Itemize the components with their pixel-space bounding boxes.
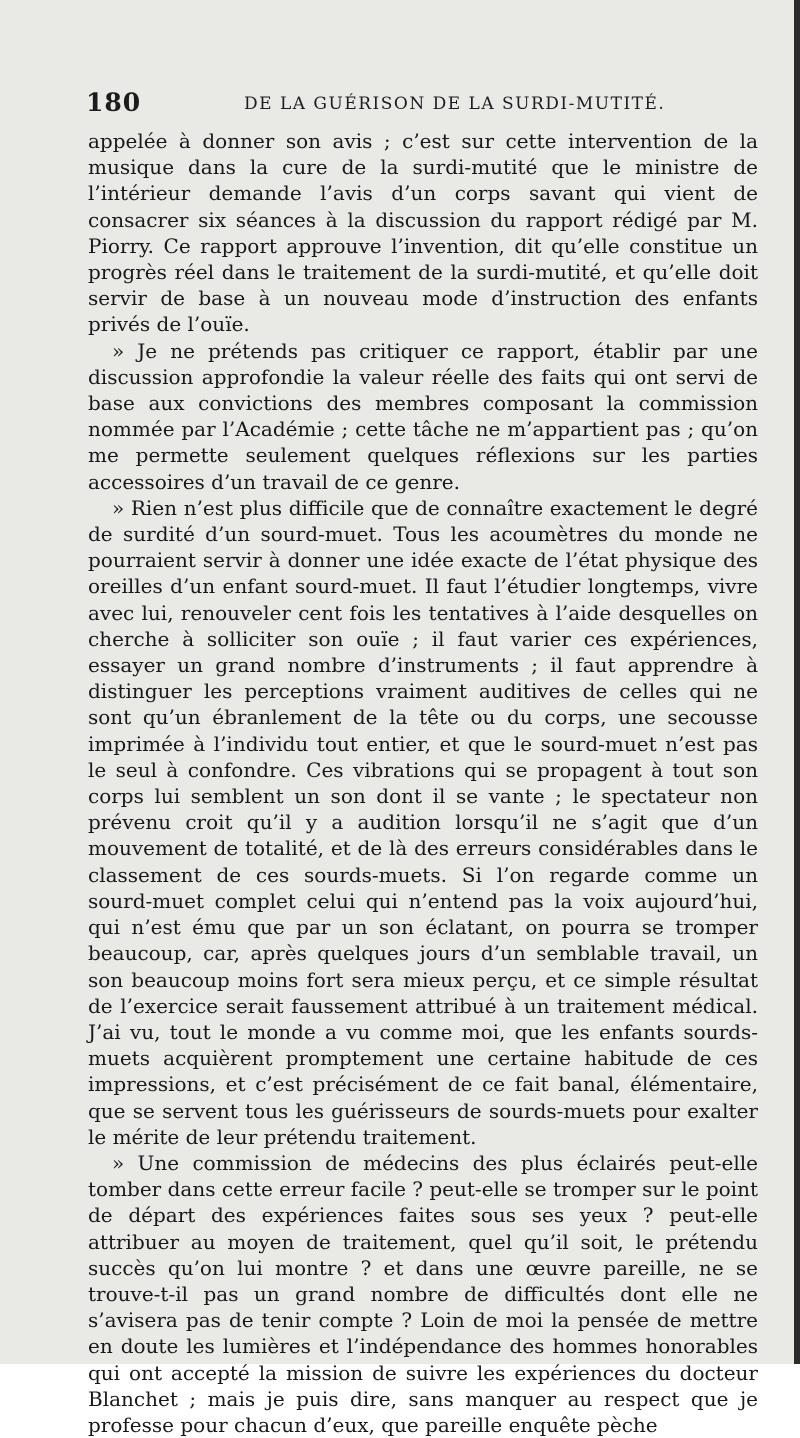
- paragraph-deafness-degree: » Rien n’est plus difficile que de connaître exactement le degré de surdité d’un sourd-muet. Tous les acoumètres du monde ne pourraient servir à donner une idée exacte de l’état physique des oreilles d’un enfant sourd-muet. Il faut l’étudier longtemps, vivre avec lui, renouveler cent fois les tentatives à l’aide desquelles on cherche à solliciter son ouïe ; il faut varier ces expériences, essayer un grand nombre d’instruments ; il faut apprendre à distinguer les perceptions vraiment auditives de celles qui ne sont qu’un ébranlement de la tête ou du corps, une secousse imprimée à l’individu tout entier, et que le sourd-muet n’est pas le seul à confondre. Ces vibrations qui se propagent à tout son corps lui semblent un son dont il se vante ; le spectateur non prévenu croit qu’il y a audition lorsqu’il ne s’agit que d’un mouvement de totalité, et de là des erreurs considérables dans le classement de ces sourds-muets. Si l’on regarde comme un sourd-muet complet celui qui n’entend pas la voix aujourd’hui, qui n’est ému que par un son éclatant, on pourra se tromper beaucoup, car, après quelques jours d’un semblable travail, un son beaucoup moins fort sera mieux perçu, et ce simple résultat de l’exercice serait faussement attribué à un traitement médical. J’ai vu, tout le monde a vu comme moi, que les enfants sourds-muets acquièrent promptement une certaine habitude de ces impressions, et c’est précisément de ce fait banal, élémentaire, que se servent tous les guérisseurs de sourds-muets pour exalter le mérite de leur prétendu traitement.: [88, 495, 758, 1149]
- page-header: [86, 84, 758, 124]
- page-edge-shadow: [794, 0, 800, 1364]
- page-number: 180: [86, 88, 142, 117]
- paragraph-critique: » Je ne prétends pas critiquer ce rapport, établir par une discussion approfondie la valeur réelle des faits qui ont servi de base aux convictions des membres composant la commission nommée par l’Académie ; cette tâche ne m’appartient pas ; qu’on me permette seulement quelques réflexions sur les parties accessoires d’un travail de ce genre.: [88, 338, 758, 494]
- running-title: DE LA GUÉRISON DE LA SURDI-MUTITÉ.: [244, 94, 666, 114]
- paragraph-commission: » Une commission de médecins des plus éclairés peut-elle tomber dans cette erreur facile ? peut-elle se tromper sur le point de départ des expériences faites sous ses yeux ? peut-elle attribuer au moyen de traitement, quel qu’il soit, le prétendu succès qu’on lui montre ? et dans une œuvre pareille, ne se trouve-t-il pas un grand nombre de difficultés dont elle ne s’avisera pas de tenir compte ? Loin de moi la pensée de mettre en doute les lumières et l’indépendance des hommes honorables qui ont accepté la mission de suivre les expériences du docteur Blanchet ; mais je puis dire, sans manquer au respect que je professe pour chacun d’eux, que pareille enquête pèche: [88, 1150, 758, 1437]
- body-text: [88, 128, 758, 1438]
- paragraph-continuation: appelée à donner son avis ; c’est sur cette intervention de la musique dans la cure de la surdi-mutité que le ministre de l’intérieur demande l’avis d’un corps savant qui vient de consacrer six séances à la discussion du rapport rédigé par M. Piorry. Ce rapport approuve l’invention, dit qu’elle constitue un progrès réel dans le traitement de la surdi-mutité, et qu’elle doit servir de base à un nouveau mode d’instruction des enfants privés de l’ouïe.: [88, 129, 758, 337]
